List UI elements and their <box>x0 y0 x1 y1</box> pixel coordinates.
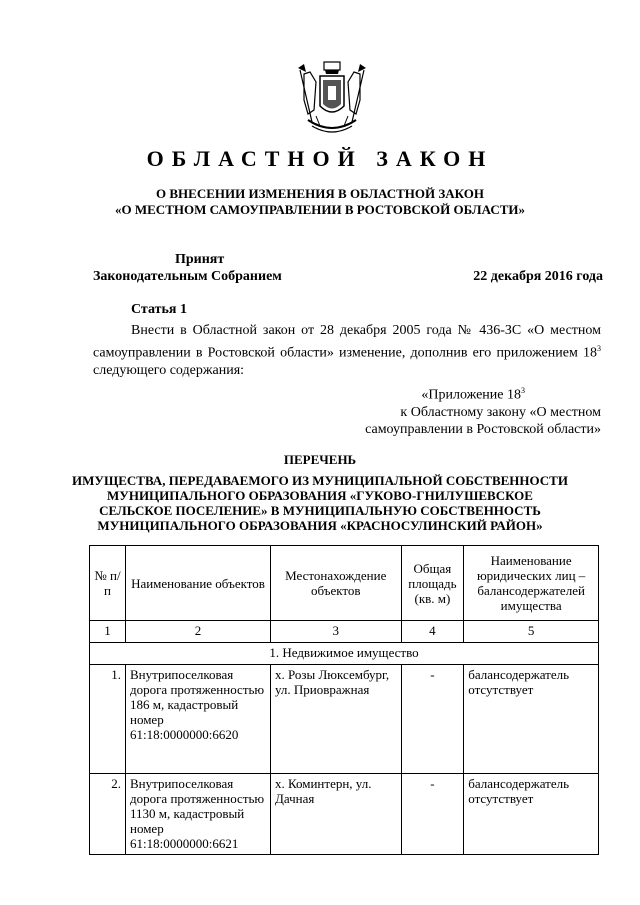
annex-label: «Приложение 18 <box>421 387 521 403</box>
column-number: 1 <box>90 621 126 643</box>
header-num: № п/п <box>90 546 126 621</box>
adopted-label: Принят <box>175 252 225 267</box>
row-location: х. Розы Люксембург, ул. Приовражная <box>270 665 401 774</box>
row-num: 2. <box>90 774 126 855</box>
article-sup: 3 <box>597 343 601 353</box>
section-title: 1. Недвижимое имущество <box>90 643 599 665</box>
row-area: - <box>401 665 464 774</box>
table-row <box>90 774 599 855</box>
article-text-part1: Внести в Областной закон от 28 декабря 2005 года № 436-ЗС «О местном самоуправлении в Ростовской области» изменение, дополнив его приложением 18 <box>93 323 601 361</box>
law-subtitle <box>0 186 640 218</box>
column-number-row <box>90 621 599 643</box>
adoption-block <box>93 251 603 285</box>
row-name: Внутрипоселковая дорога протяженностью 186 м, кадастровый номер 61:18:0000000:6620 <box>125 665 270 774</box>
column-number: 2 <box>125 621 270 643</box>
list-sub-line: СЕЛЬСКОЕ ПОСЕЛЕНИЕ» В МУНИЦИПАЛЬНУЮ СОБСТВЕННОСТЬ <box>99 503 541 518</box>
annex-line: самоуправлении в Ростовской области» <box>365 421 601 437</box>
row-holder: балансодержатель отсутствует <box>464 665 599 774</box>
annex-line: к Областному закону «О местном <box>400 404 601 420</box>
article-text <box>93 322 601 379</box>
row-name: Внутрипоселковая дорога протяженностью 1130 м, кадастровый номер 61:18:0000000:6621 <box>125 774 270 855</box>
header-location: Местонахождение объектов <box>270 546 401 621</box>
list-subtitle <box>0 473 640 533</box>
annex-sup: 3 <box>521 386 525 395</box>
row-location: х. Коминтерн, ул. Дачная <box>270 774 401 855</box>
column-number: 4 <box>401 621 464 643</box>
list-title: ПЕРЕЧЕНЬ <box>283 452 357 467</box>
adopted-date: 22 декабря 2016 года <box>473 269 603 284</box>
table-header-row <box>90 546 599 621</box>
list-sub-line: МУНИЦИПАЛЬНОГО ОБРАЗОВАНИЯ «КРАСНОСУЛИНСКИЙ РАЙОН» <box>97 518 543 533</box>
adopted-by: Законодательным Собранием <box>93 269 282 284</box>
property-table <box>89 545 599 855</box>
section-row <box>90 643 599 665</box>
row-holder: балансодержатель отсутствует <box>464 774 599 855</box>
list-sub-line: ИМУЩЕСТВА, ПЕРЕДАВАЕМОГО ИЗ МУНИЦИПАЛЬНОЙ СОБСТВЕННОСТИ <box>72 473 568 488</box>
header-name: Наименование объектов <box>125 546 270 621</box>
column-number: 5 <box>464 621 599 643</box>
header-area: Общая площадь (кв. м) <box>401 546 464 621</box>
column-number: 3 <box>270 621 401 643</box>
annex-reference <box>355 382 601 438</box>
header-holder: Наименование юридических лиц – балансодержателей имущества <box>464 546 599 621</box>
coat-of-arms-emblem <box>294 60 370 138</box>
subtitle-line: «О МЕСТНОМ САМОУПРАВЛЕНИИ В РОСТОВСКОЙ ОБЛАСТИ» <box>115 202 525 217</box>
article-title: Статья 1 <box>131 302 187 317</box>
list-sub-line: МУНИЦИПАЛЬНОГО ОБРАЗОВАНИЯ «ГУКОВО-ГНИЛУШЕВСКОЕ <box>107 488 533 503</box>
row-num: 1. <box>90 665 126 774</box>
article-text-part2: следующего содержания: <box>93 362 245 378</box>
subtitle-line: О ВНЕСЕНИИ ИЗМЕНЕНИЯ В ОБЛАСТНОЙ ЗАКОН <box>156 186 484 201</box>
table-row <box>90 665 599 774</box>
law-title: ОБЛАСТНОЙ ЗАКОН <box>146 146 494 171</box>
row-area: - <box>401 774 464 855</box>
